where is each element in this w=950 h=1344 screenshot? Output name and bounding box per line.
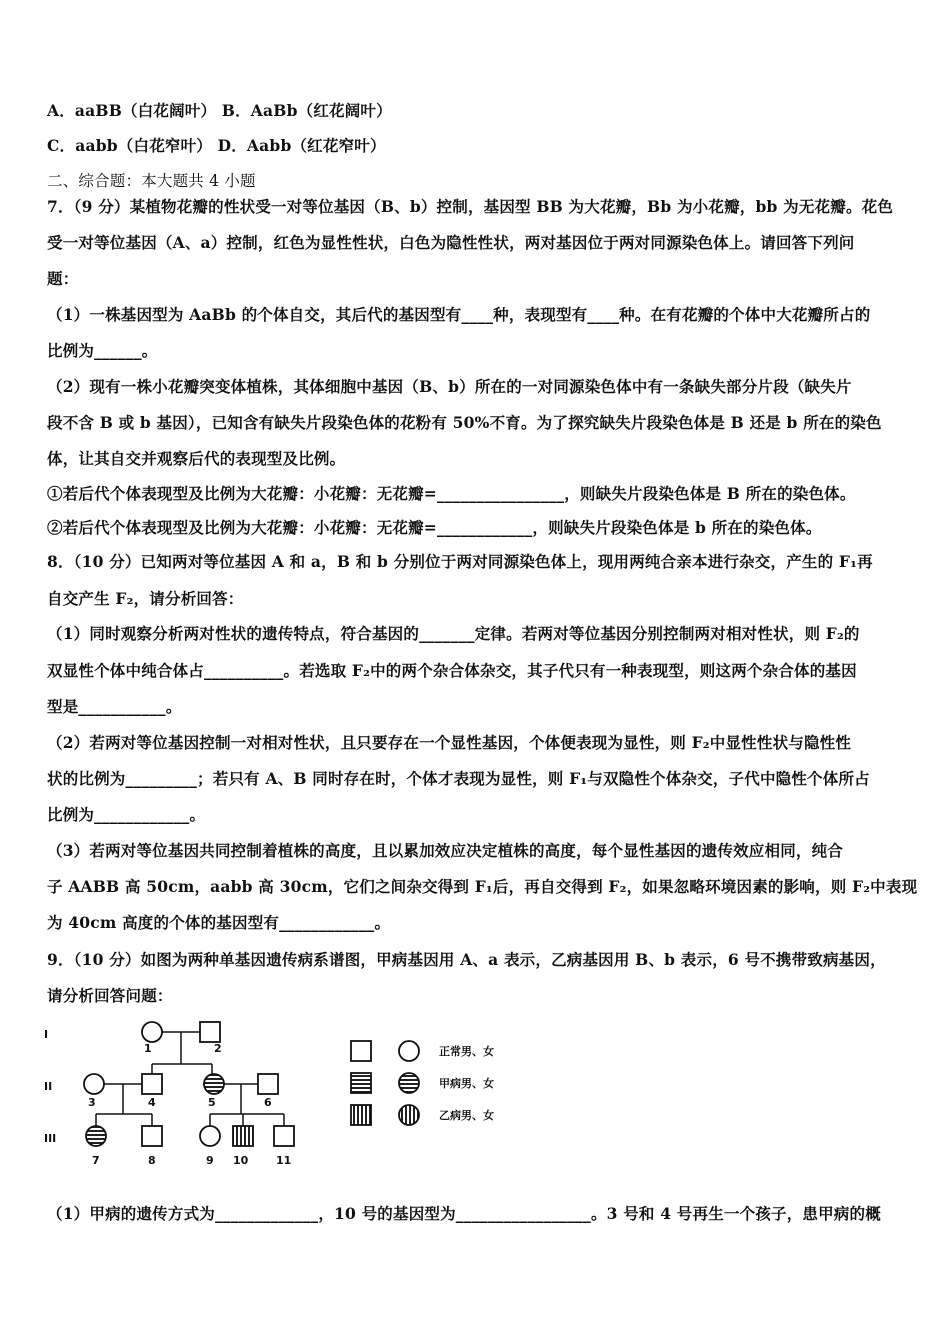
q9-line-2: 请分析回答问题：	[47, 986, 173, 1005]
q7-part1-line-2: 比例为______。	[47, 341, 158, 360]
ind-7: 7	[92, 1154, 100, 1167]
q9-part1-line-1: （1）甲病的遗传方式为_____________，10 号的基因型为_________________。3 号和 4 号再生一个孩子，患甲病的概	[47, 1204, 881, 1223]
pedigree-iii7-female-affected-a	[86, 1126, 106, 1146]
options-line-2: C．aabb（白花窄叶） D．Aabb（红花窄叶）	[47, 136, 386, 155]
ind-10: 10	[233, 1154, 249, 1167]
gen-label-i: I	[44, 1028, 49, 1041]
legend-disease-b-male-icon	[351, 1105, 371, 1125]
q8-part2-line-2: 状的比例为_________；若只有 A、B 同时存在时，个体才表现为显性，则 F₁与双隐性个体杂交，子代中隐性个体所占	[47, 769, 870, 788]
q8-part1-line-3: 型是___________。	[47, 697, 182, 716]
pedigree-ii3-female	[84, 1074, 104, 1094]
ind-2: 2	[214, 1042, 222, 1055]
pedigree-chart	[40, 1018, 330, 1178]
q7-line-1: 7．（9 分）某植物花瓣的性状受一对等位基因（B、b）控制，基因型 BB 为大花瓣，Bb 为小花瓣，bb 为无花瓣。花色	[47, 197, 894, 216]
pedigree-ii4-male	[142, 1074, 162, 1094]
ind-5: 5	[208, 1096, 216, 1109]
q7-case-2: ②若后代个体表现型及比例为大花瓣：小花瓣：无花瓣=____________，则缺失片段染色体是 b 所在的染色体。	[47, 518, 822, 537]
pedigree-iii11-male	[274, 1126, 294, 1146]
ind-8: 8	[148, 1154, 156, 1167]
ind-6: 6	[264, 1096, 272, 1109]
ind-1: 1	[144, 1042, 152, 1055]
q8-part3-line-1: （3）若两对等位基因共同控制着植株的高度，且以累加效应决定植株的高度，每个显性基因的遗传效应相同，纯合	[47, 841, 843, 860]
legend-normal-female-icon	[399, 1041, 419, 1061]
options-line-1: A．aaBB（白花阔叶） B．AaBb（红花阔叶）	[47, 101, 392, 120]
ind-11: 11	[276, 1154, 292, 1167]
section-heading: 二、综合题：本大题共 4 小题	[47, 172, 256, 190]
q7-part1-line-1: （1）一株基因型为 AaBb 的个体自交，其后代的基因型有____种，表现型有____种。在有花瓣的个体中大花瓣所占的	[47, 305, 871, 324]
ind-3: 3	[88, 1096, 96, 1109]
legend-disease-a-male-icon	[351, 1073, 371, 1093]
legend-disease-b-label: 乙病男、女	[439, 1109, 494, 1122]
q9-line-1: 9．（10 分）如图为两种单基因遗传病系谱图，甲病基因用 A、a 表示，乙病基因用 B、b 表示，6 号不携带致病基因，	[47, 950, 886, 969]
legend-normal-label: 正常男、女	[439, 1045, 494, 1058]
legend-disease-b-female-icon	[399, 1105, 419, 1125]
q8-part3-line-3: 为 40cm 高度的个体的基因型有____________。	[47, 913, 391, 932]
ind-9: 9	[206, 1154, 214, 1167]
pedigree-i2-male	[200, 1022, 220, 1042]
q8-part2-line-1: （2）若两对等位基因控制一对相对性状，且只要存在一个显性基因，个体便表现为显性，则 F₂中显性性状与隐性性	[47, 733, 852, 752]
legend-disease-a-label: 甲病男、女	[439, 1077, 494, 1090]
q8-line-1: 8．（10 分）已知两对等位基因 A 和 a，B 和 b 分别位于两对同源染色体上，现用两纯合亲本进行杂交，产生的 F₁再	[47, 552, 873, 571]
q8-line-2: 自交产生 F₂，请分析回答：	[47, 589, 244, 608]
q7-line-3: 题：	[47, 269, 79, 288]
q7-line-2: 受一对等位基因（A、a）控制，红色为显性性状，白色为隐性性状，两对基因位于两对同源染色体上。请回答下列问	[47, 233, 855, 252]
q8-part3-line-2: 子 AABB 高 50cm，aabb 高 30cm，它们之间杂交得到 F₁后，再自交得到 F₂，如果忽略环境因素的影响，则 F₂中表现	[47, 877, 918, 896]
pedigree-legend	[345, 1035, 535, 1135]
q8-part2-line-3: 比例为____________。	[47, 805, 206, 824]
legend-normal-male-icon	[351, 1041, 371, 1061]
ind-4: 4	[148, 1096, 156, 1109]
pedigree-iii10-male-affected-b	[233, 1126, 253, 1146]
gen-label-ii: II	[44, 1080, 53, 1093]
pedigree-iii8-male	[142, 1126, 162, 1146]
gen-label-iii: III	[44, 1132, 57, 1145]
pedigree-ii5-female-affected-a	[204, 1074, 224, 1094]
pedigree-ii6-male	[258, 1074, 278, 1094]
q7-case-1: ①若后代个体表现型及比例为大花瓣：小花瓣：无花瓣=________________，则缺失片段染色体是 B 所在的染色体。	[47, 484, 856, 503]
pedigree-iii9-female	[200, 1126, 220, 1146]
pedigree-i1-female	[142, 1022, 162, 1042]
q7-part2-line-3: 体，让其自交并观察后代的表现型及比例。	[47, 449, 346, 468]
legend-disease-a-female-icon	[399, 1073, 419, 1093]
q7-part2-line-1: （2）现有一株小花瓣突变体植株，其体细胞中基因（B、b）所在的一对同源染色体中有一条缺失部分片段（缺失片	[47, 377, 852, 396]
q8-part1-line-1: （1）同时观察分析两对性状的遗传特点，符合基因的_______定律。若两对等位基因分别控制两对相对性状，则 F₂的	[47, 624, 860, 643]
q7-part2-line-2: 段不含 B 或 b 基因），已知含有缺失片段染色体的花粉有 50%不育。为了探究缺失片段染色体是 B 还是 b 所在的染色	[47, 413, 882, 432]
q8-part1-line-2: 双显性个体中纯合体占__________。若选取 F₂中的两个杂合体杂交，其子代只有一种表现型，则这两个杂合体的基因	[47, 661, 857, 680]
